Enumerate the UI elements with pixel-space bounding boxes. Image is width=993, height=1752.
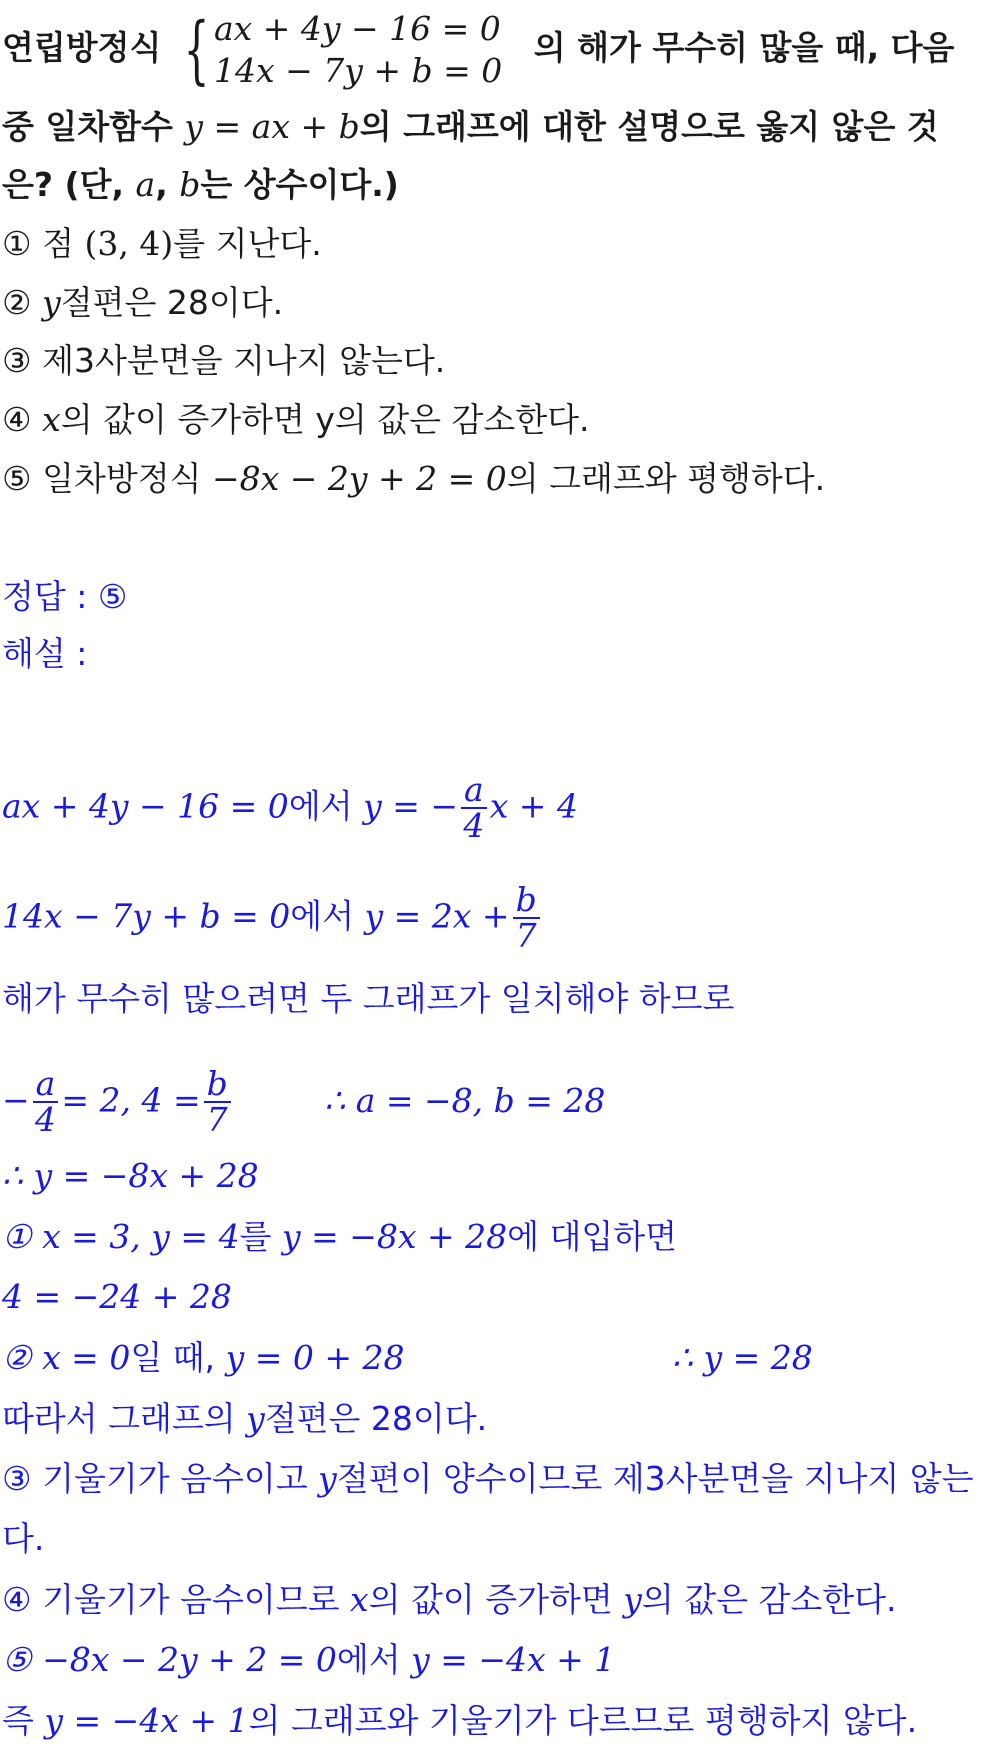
text: 즉 xyxy=(2,1701,34,1740)
text: 의 그래프와 기울기가 다르므로 평행하지 않다. xyxy=(248,1701,918,1740)
choice-math: x xyxy=(42,400,61,439)
fraction xyxy=(461,770,487,845)
solution-step-13 xyxy=(2,1638,615,1682)
equation: ② x = 0 xyxy=(2,1338,131,1377)
minus: − xyxy=(2,1080,30,1120)
equation: 4 = −24 + 28 xyxy=(2,1277,232,1316)
text: 의 값이 증가하면 xyxy=(368,1580,613,1619)
equation: ax + 4y − 16 = 0 xyxy=(2,786,289,826)
fraction xyxy=(513,880,540,955)
equation: 14x − 7y + b = 0 xyxy=(2,896,291,936)
result: ∴ y = 28 xyxy=(672,1338,813,1377)
equation: y = 2x + xyxy=(364,896,510,936)
question-text: 는 상수이다.) xyxy=(200,165,399,204)
denominator: 4 xyxy=(35,1100,56,1139)
question-line-1 xyxy=(2,6,954,92)
choice-text: 의 값이 증가하면 y의 값은 감소한다. xyxy=(60,400,590,439)
choice-math: y xyxy=(42,283,61,322)
choice-4[interactable] xyxy=(2,398,589,442)
denominator: 4 xyxy=(463,806,485,845)
answer-line xyxy=(2,575,127,619)
numerator: a xyxy=(33,1067,59,1103)
choice-text: 를 지난다. xyxy=(173,224,322,263)
text: 의 값은 감소한다. xyxy=(641,1580,897,1619)
equation: y = −8x + 28 xyxy=(281,1217,508,1256)
var-y: y xyxy=(623,1580,642,1619)
text: 절편이 양수이므로 제3사분면을 지나지 않는 xyxy=(336,1459,974,1498)
choice-1[interactable] xyxy=(2,222,322,266)
equation: y = 0 + 28 xyxy=(225,1338,405,1377)
result: ∴ a = −8, b = 28 xyxy=(324,1080,606,1120)
equation: = 2, 4 = xyxy=(61,1080,201,1120)
choice-number: ① xyxy=(2,224,32,263)
text: 해가 무수히 많으려면 두 그래프가 일치해야 하므로 xyxy=(2,979,735,1018)
solution-label-text: 해설 : xyxy=(2,634,88,673)
choice-number: ② xyxy=(2,283,32,322)
fraction xyxy=(33,1064,59,1139)
question-text: 연립방정식 xyxy=(2,28,162,67)
var-a: a xyxy=(135,165,156,204)
solution-step-6 xyxy=(2,1215,677,1259)
equation: y = −4x + 1 xyxy=(44,1701,249,1740)
text: 다. xyxy=(2,1519,45,1558)
choice-text: 의 그래프와 평행하다. xyxy=(506,459,826,498)
system-equation-2: 14x − 7y + b = 0 xyxy=(213,50,503,90)
choice-text: 제3사분면을 지나지 않는다. xyxy=(42,341,446,380)
solution-step-9 xyxy=(2,1397,487,1441)
solution-label xyxy=(2,632,87,676)
answer-value: ⑤ xyxy=(97,577,128,616)
equation: ⑤ −8x − 2y + 2 = 0 xyxy=(2,1640,337,1679)
text: 에서 xyxy=(290,896,355,936)
numerator: b xyxy=(513,883,540,919)
choice-text: 절편은 28이다. xyxy=(60,283,284,322)
question-text: 은? (단, xyxy=(2,165,125,204)
equation: ∴ y = −8x + 28 xyxy=(2,1156,259,1195)
denominator: 7 xyxy=(515,916,537,955)
var-x: x xyxy=(349,1580,369,1619)
solution-step-11 xyxy=(2,1517,44,1561)
choice-3[interactable] xyxy=(2,339,445,383)
choice-number: ⑤ xyxy=(2,459,32,498)
var-b: b xyxy=(179,165,201,204)
equation: x + 4 xyxy=(489,786,578,826)
text: 에서 xyxy=(288,786,353,826)
equation: y = − xyxy=(363,786,459,826)
answer-label: 정답 : xyxy=(2,577,88,616)
question-text: 의 그래프에 대한 설명으로 옳지 않은 것 xyxy=(359,107,939,146)
text: 에 대입하면 xyxy=(507,1217,677,1256)
equation: ① x = 3, y = 4 xyxy=(2,1217,240,1256)
solution-step-5 xyxy=(2,1154,259,1198)
choice-math: −8x − 2y + 2 = 0 xyxy=(211,459,507,498)
solution-step-12 xyxy=(2,1578,897,1622)
choice-5[interactable] xyxy=(2,457,825,501)
choice-2[interactable] xyxy=(2,281,283,325)
text: 를 xyxy=(239,1217,272,1256)
question-line-2 xyxy=(2,105,939,149)
equation: y = −4x + 1 xyxy=(411,1640,616,1679)
choice-text: 일차방정식 xyxy=(42,459,202,498)
function-expression: y = ax + b xyxy=(184,107,360,146)
text: 따라서 그래프의 xyxy=(2,1399,236,1438)
system-equation-1: ax + 4y − 16 = 0 xyxy=(213,8,501,48)
fraction xyxy=(204,1064,231,1139)
solution-step-1 xyxy=(2,770,578,845)
text: ③ 기울기가 음수이고 xyxy=(2,1459,308,1498)
question-text: 의 해가 무수히 많을 때, 다음 xyxy=(533,28,955,67)
text: ④ 기울기가 음수이므로 xyxy=(2,1580,340,1619)
text: 절편은 28이다. xyxy=(264,1399,488,1438)
brace-icon: { xyxy=(183,6,210,93)
var-y: y xyxy=(318,1459,337,1498)
choice-number: ④ xyxy=(2,400,32,439)
question-text: 중 일차함수 xyxy=(2,107,173,146)
solution-step-8-result xyxy=(672,1336,813,1380)
solution-step-2 xyxy=(2,880,543,955)
numerator: b xyxy=(204,1067,231,1103)
solution-step-7 xyxy=(2,1275,232,1319)
denominator: 7 xyxy=(206,1100,228,1139)
choice-math: (3, 4) xyxy=(84,224,174,263)
solution-step-4 xyxy=(2,1064,606,1139)
var-y: y xyxy=(246,1399,265,1438)
solution-step-8 xyxy=(2,1336,404,1380)
question-line-3 xyxy=(2,163,399,207)
solution-step-3 xyxy=(2,977,734,1021)
equation-system xyxy=(173,8,502,92)
numerator: a xyxy=(461,773,487,809)
text: 일 때, xyxy=(130,1338,216,1377)
solution-step-10 xyxy=(2,1457,974,1501)
text: 에서 xyxy=(336,1640,401,1679)
choice-number: ③ xyxy=(2,341,32,380)
choice-text: 점 xyxy=(42,224,74,263)
comma: , xyxy=(155,165,168,204)
solution-step-14 xyxy=(2,1699,917,1743)
